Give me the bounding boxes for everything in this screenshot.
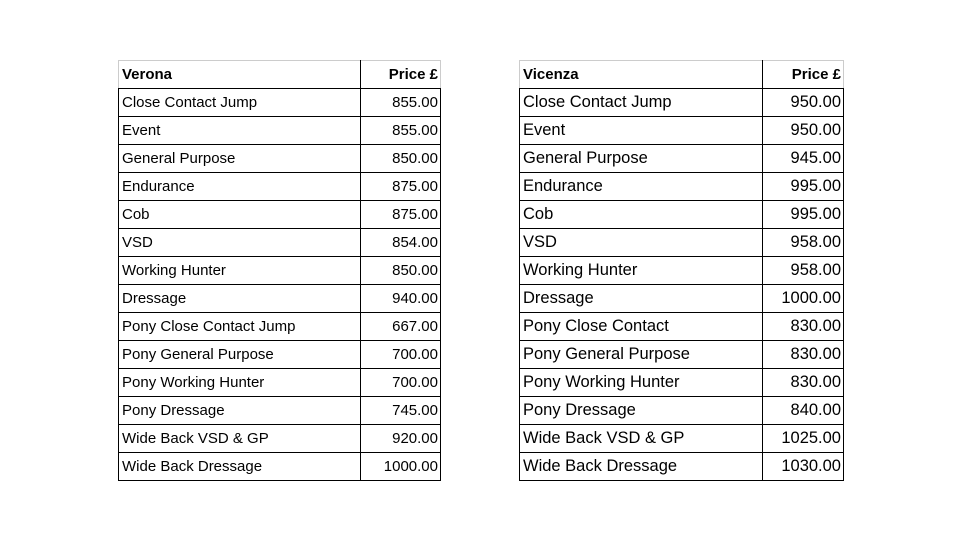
saddle-model-cell: Pony Close Contact Jump xyxy=(119,313,361,341)
price-cell: 855.00 xyxy=(361,117,441,145)
price-cell: 945.00 xyxy=(763,145,844,173)
saddle-model-cell: Working Hunter xyxy=(520,257,763,285)
table-row xyxy=(119,257,441,285)
saddle-model-cell: Endurance xyxy=(119,173,361,201)
saddle-model-cell: Event xyxy=(119,117,361,145)
table-row xyxy=(520,89,844,117)
table-header-row xyxy=(119,61,441,89)
saddle-model-cell: General Purpose xyxy=(119,145,361,173)
saddle-model-cell: Pony Working Hunter xyxy=(119,369,361,397)
saddle-model-cell: Pony General Purpose xyxy=(119,341,361,369)
price-cell: 875.00 xyxy=(361,201,441,229)
table-row xyxy=(520,117,844,145)
price-cell: 854.00 xyxy=(361,229,441,257)
saddle-model-cell: Pony Working Hunter xyxy=(520,369,763,397)
price-cell: 745.00 xyxy=(361,397,441,425)
saddle-model-cell: Pony Close Contact xyxy=(520,313,763,341)
column-header-model: Verona xyxy=(119,61,361,89)
saddle-model-cell: Wide Back Dressage xyxy=(520,453,763,481)
price-cell: 995.00 xyxy=(763,201,844,229)
table-row xyxy=(520,341,844,369)
table-row xyxy=(119,285,441,313)
price-cell: 830.00 xyxy=(763,369,844,397)
saddle-model-cell: Dressage xyxy=(119,285,361,313)
saddle-model-cell: Close Contact Jump xyxy=(520,89,763,117)
price-cell: 1030.00 xyxy=(763,453,844,481)
price-cell: 830.00 xyxy=(763,313,844,341)
table-row xyxy=(520,425,844,453)
price-cell: 950.00 xyxy=(763,89,844,117)
price-cell: 850.00 xyxy=(361,257,441,285)
saddle-model-cell: VSD xyxy=(119,229,361,257)
saddle-model-cell: Wide Back VSD & GP xyxy=(119,425,361,453)
price-cell: 950.00 xyxy=(763,117,844,145)
table-row xyxy=(119,201,441,229)
saddle-model-cell: Wide Back Dressage xyxy=(119,453,361,481)
table-header-row xyxy=(520,61,844,89)
table-row xyxy=(119,341,441,369)
saddle-model-cell: Dressage xyxy=(520,285,763,313)
vicenza-table-body xyxy=(520,89,844,481)
saddle-model-cell: Endurance xyxy=(520,173,763,201)
price-cell: 840.00 xyxy=(763,397,844,425)
price-cell: 995.00 xyxy=(763,173,844,201)
table-row xyxy=(119,425,441,453)
saddle-model-cell: Wide Back VSD & GP xyxy=(520,425,763,453)
table-row xyxy=(119,173,441,201)
table-row xyxy=(119,453,441,481)
price-cell: 958.00 xyxy=(763,229,844,257)
saddle-model-cell: General Purpose xyxy=(520,145,763,173)
table-row xyxy=(119,145,441,173)
price-cell: 958.00 xyxy=(763,257,844,285)
table-row xyxy=(119,117,441,145)
saddle-model-cell: Pony Dressage xyxy=(119,397,361,425)
saddle-model-cell: Close Contact Jump xyxy=(119,89,361,117)
vicenza-price-table xyxy=(519,60,844,481)
table-row xyxy=(520,285,844,313)
table-row xyxy=(520,173,844,201)
price-cell: 830.00 xyxy=(763,341,844,369)
price-cell: 1000.00 xyxy=(763,285,844,313)
saddle-model-cell: Pony Dressage xyxy=(520,397,763,425)
price-cell: 850.00 xyxy=(361,145,441,173)
price-cell: 700.00 xyxy=(361,369,441,397)
price-cell: 1025.00 xyxy=(763,425,844,453)
table-row xyxy=(520,201,844,229)
table-row xyxy=(119,229,441,257)
saddle-model-cell: Cob xyxy=(119,201,361,229)
price-cell: 667.00 xyxy=(361,313,441,341)
price-cell: 875.00 xyxy=(361,173,441,201)
column-header-price: Price £ xyxy=(361,61,441,89)
table-row xyxy=(520,229,844,257)
verona-table-body xyxy=(119,89,441,481)
table-row xyxy=(520,313,844,341)
table-row xyxy=(119,313,441,341)
price-cell: 700.00 xyxy=(361,341,441,369)
price-cell: 855.00 xyxy=(361,89,441,117)
table-row xyxy=(119,89,441,117)
table-row xyxy=(520,397,844,425)
price-cell: 1000.00 xyxy=(361,453,441,481)
saddle-model-cell: Pony General Purpose xyxy=(520,341,763,369)
column-header-price: Price £ xyxy=(763,61,844,89)
saddle-model-cell: VSD xyxy=(520,229,763,257)
price-cell: 920.00 xyxy=(361,425,441,453)
saddle-model-cell: Working Hunter xyxy=(119,257,361,285)
table-row xyxy=(520,257,844,285)
table-row xyxy=(520,453,844,481)
saddle-model-cell: Cob xyxy=(520,201,763,229)
table-row xyxy=(119,397,441,425)
table-row xyxy=(119,369,441,397)
saddle-model-cell: Event xyxy=(520,117,763,145)
verona-price-table xyxy=(118,60,441,481)
table-row xyxy=(520,145,844,173)
column-header-model: Vicenza xyxy=(520,61,763,89)
price-cell: 940.00 xyxy=(361,285,441,313)
table-row xyxy=(520,369,844,397)
